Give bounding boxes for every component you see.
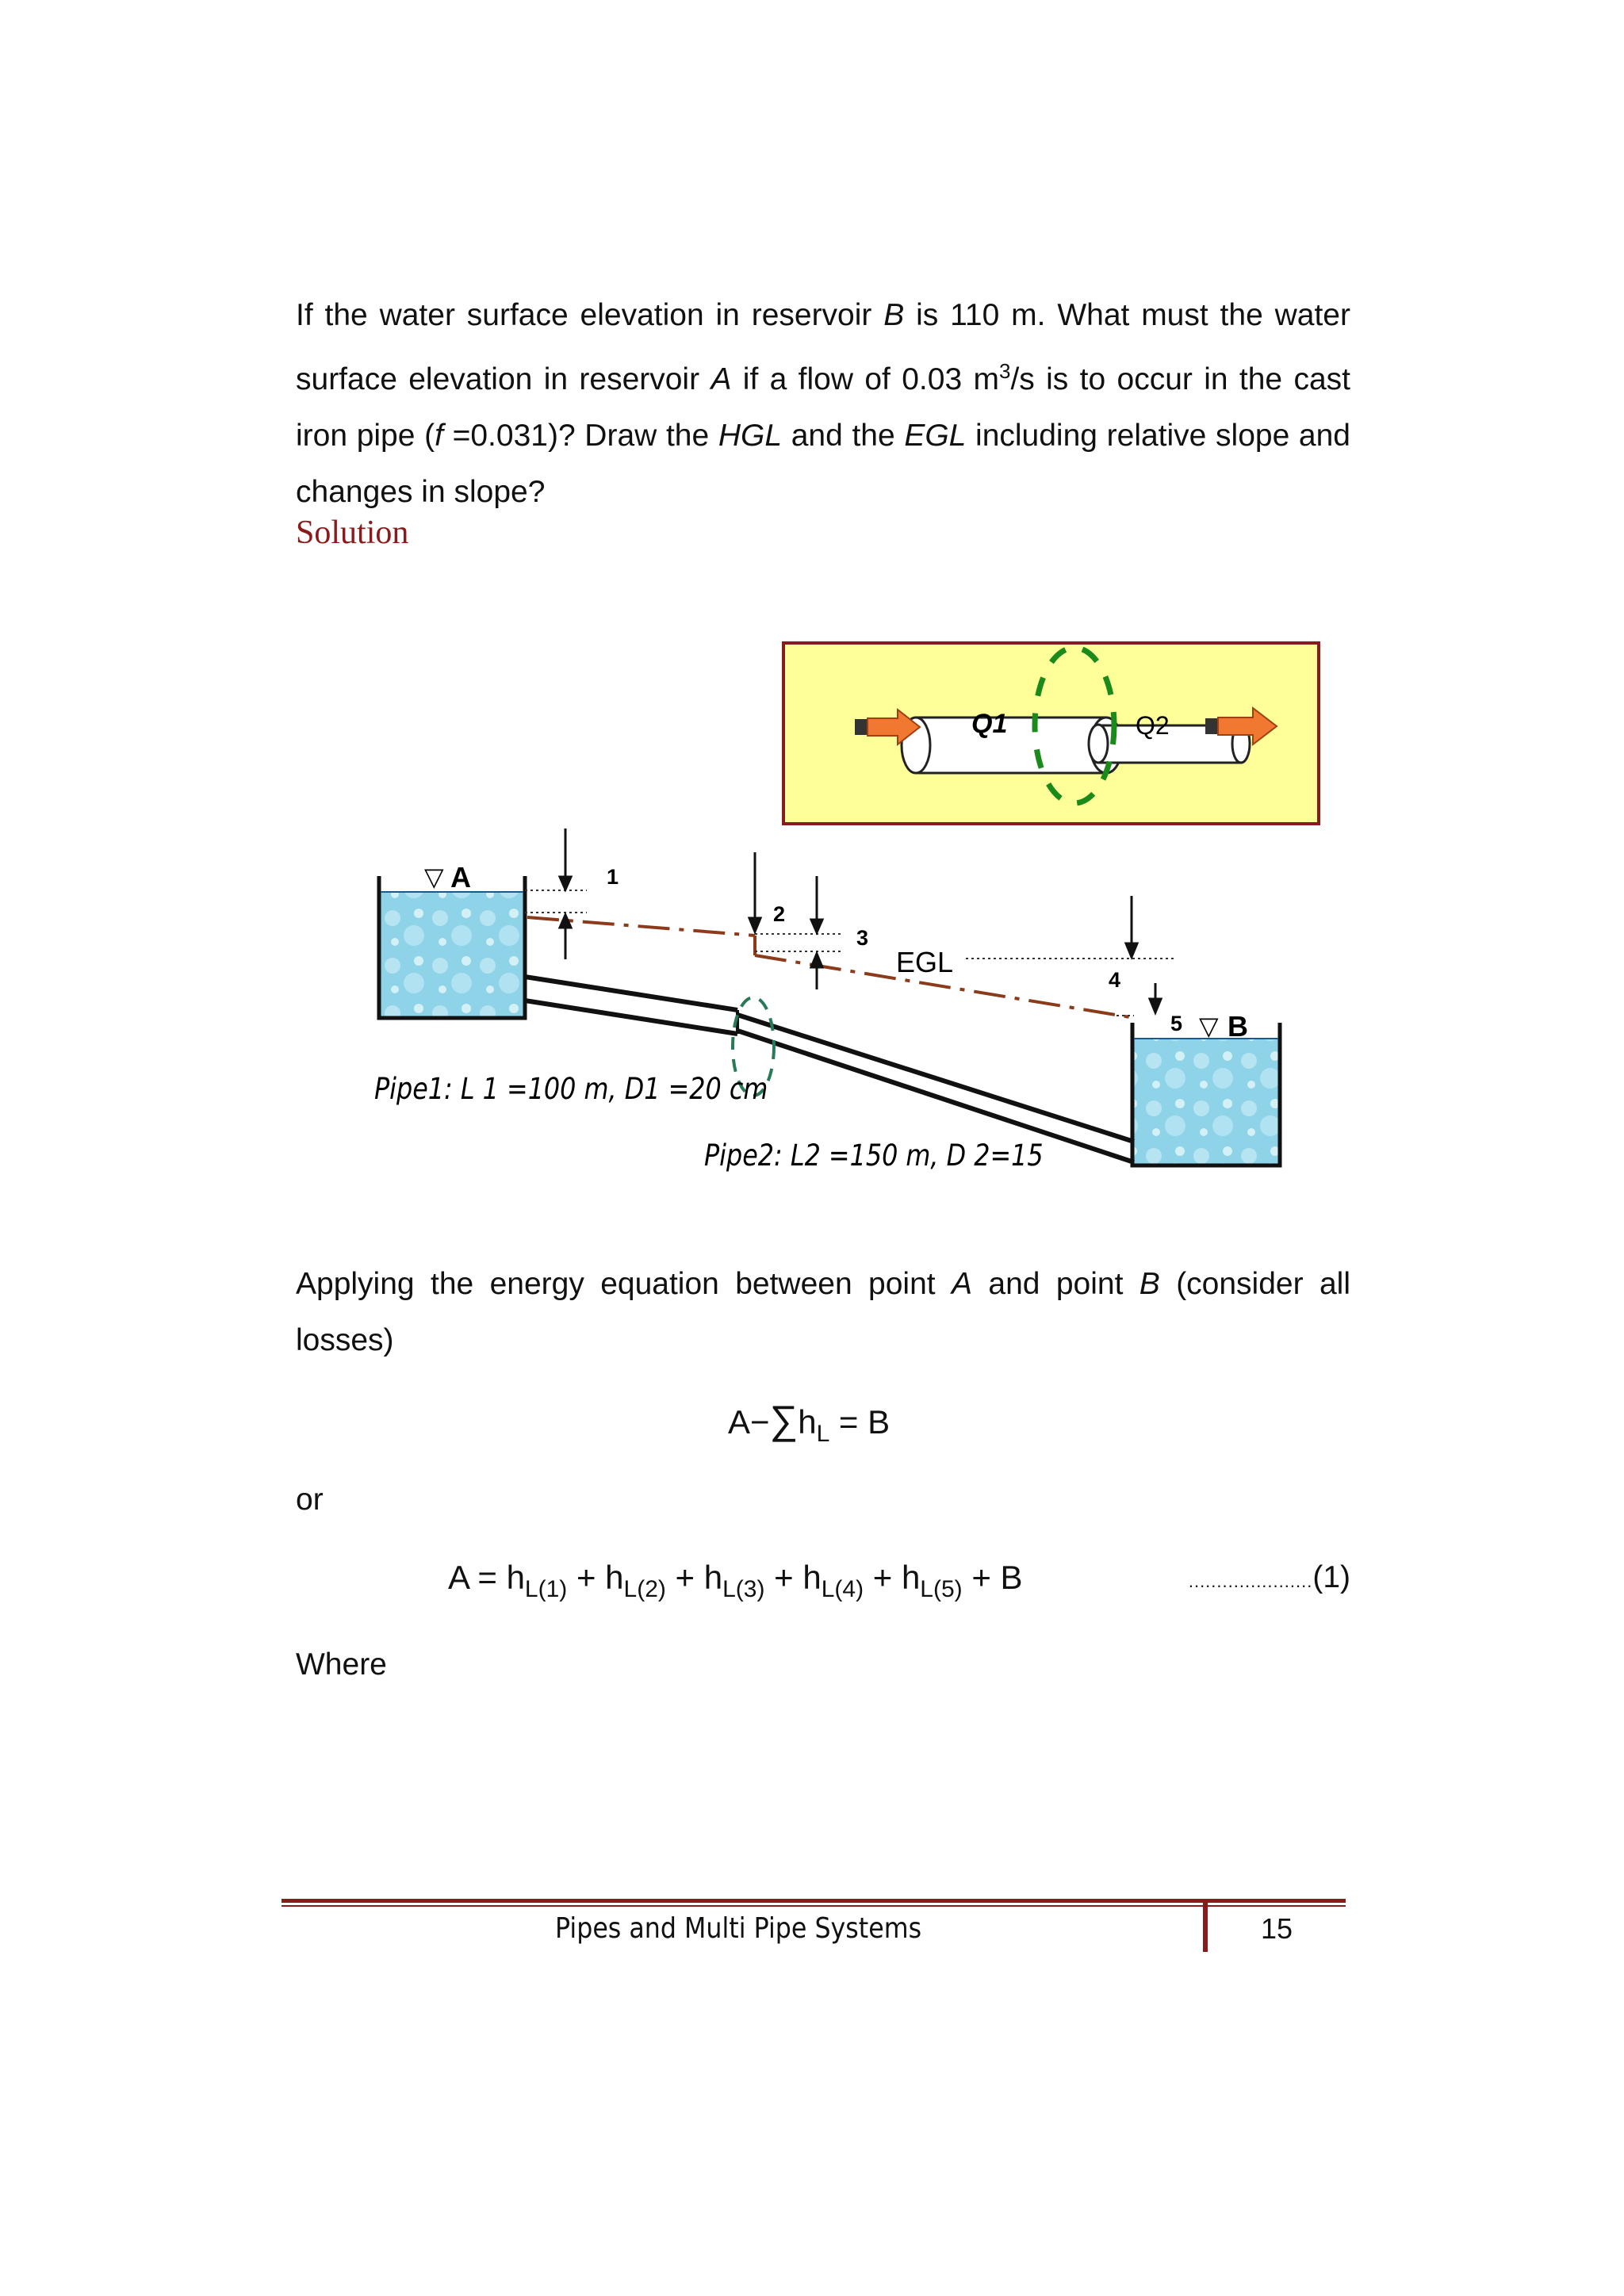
eq-text: = B [829, 1403, 891, 1441]
inset-diagram [783, 643, 1319, 824]
eq-subscript: L [816, 1421, 830, 1447]
footer-divider [1203, 1901, 1208, 1952]
equation-number-label: (1) [1312, 1560, 1350, 1594]
or-text: or [296, 1483, 324, 1517]
eq-text: h [703, 1559, 723, 1596]
problem-text-part: including relative slope and changes in slope? [296, 419, 1350, 509]
point-2-label: 2 [773, 902, 786, 926]
problem-text-part: if a flow of 0.03 m [731, 362, 999, 396]
pipe-1 [525, 977, 737, 1034]
point-3-label: 3 [856, 926, 869, 950]
problem-text-part: and the [782, 419, 905, 453]
page-number: 15 [1261, 1912, 1293, 1945]
eq-text: + [567, 1559, 606, 1596]
eq-text: + B [962, 1559, 1023, 1596]
equation-1 [448, 1559, 1023, 1603]
applying-text [296, 1256, 1350, 1368]
reservoir-b-label: B [1228, 1010, 1248, 1043]
pipe-1-label: Pipe1: L 1 =100 m, D1 =20 cm [373, 1072, 768, 1107]
reservoir-b [1132, 1010, 1280, 1165]
leader-dots: ...................... [1188, 1571, 1313, 1591]
egl-label: EGL [896, 946, 954, 978]
reservoir-a-label: A [450, 861, 471, 894]
var-f: f [435, 419, 443, 453]
footer-rule [282, 1905, 1346, 1907]
eq-text: h [506, 1559, 525, 1596]
q2-label: Q2 [1136, 711, 1170, 740]
reference-lines [525, 890, 1174, 1016]
var-a: A [710, 362, 732, 396]
var-b: B [883, 298, 905, 332]
where-text: Where [296, 1647, 387, 1682]
eq-subscript: L(5) [920, 1576, 963, 1602]
eq-subscript: L(2) [623, 1576, 666, 1602]
problem-text-part: is 110 m. What must the water surface elevation in reservoir [296, 298, 1350, 396]
q1-label: Q1 [971, 709, 1008, 739]
eq-subscript: L(4) [821, 1576, 864, 1602]
point-5-label: 5 [1170, 1012, 1183, 1035]
egl-line [527, 917, 1130, 1017]
eq-subscript: L(3) [722, 1576, 765, 1602]
eq-text: A = [448, 1559, 507, 1596]
eq-text: + [764, 1559, 803, 1596]
solution-heading: Solution [296, 515, 409, 551]
var-hgl: HGL [718, 419, 783, 453]
reservoir-a [379, 861, 525, 1018]
var-egl: EGL [904, 419, 967, 453]
applying-text-part: Applying the energy equation between point [296, 1267, 952, 1301]
eq-text: h [798, 1403, 817, 1441]
var-b: B [1139, 1267, 1160, 1301]
superscript: 3 [998, 359, 1011, 383]
eq-text: + [864, 1559, 902, 1596]
pipe-2-label: Pipe2: L2 =150 m, D 2=15 [703, 1138, 1044, 1173]
eq-subscript: L(1) [524, 1576, 568, 1602]
eq-text: A− [728, 1403, 770, 1441]
equation-energy-sum [728, 1397, 890, 1448]
footer-rule [282, 1899, 1346, 1903]
equation-number [1189, 1560, 1350, 1595]
eq-text: + [665, 1559, 704, 1596]
applying-text-part: and point [972, 1267, 1139, 1301]
head-loss-arrows [560, 828, 1161, 1012]
point-1-label: 1 [607, 865, 619, 889]
point-4-label: 4 [1109, 968, 1121, 992]
eq-text: h [901, 1559, 921, 1596]
triangle-icon: ▽ [1199, 1012, 1219, 1040]
eq-text: h [802, 1559, 822, 1596]
var-a: A [952, 1267, 973, 1301]
footer-title: Pipes and Multi Pipe Systems [555, 1912, 922, 1945]
applying-text-part: (consider all losses) [296, 1267, 1350, 1357]
large-pipe [916, 718, 1106, 773]
problem-text-part: /s is to occur in the cast iron pipe ( [296, 362, 1350, 453]
problem-text-part: If the water surface elevation in reservoir [296, 298, 884, 332]
eq-text: h [605, 1559, 624, 1596]
problem-text-part: =0.031)? Draw the [442, 419, 718, 453]
triangle-icon: ▽ [424, 863, 444, 891]
sum-symbol: ∑ [769, 1398, 799, 1442]
